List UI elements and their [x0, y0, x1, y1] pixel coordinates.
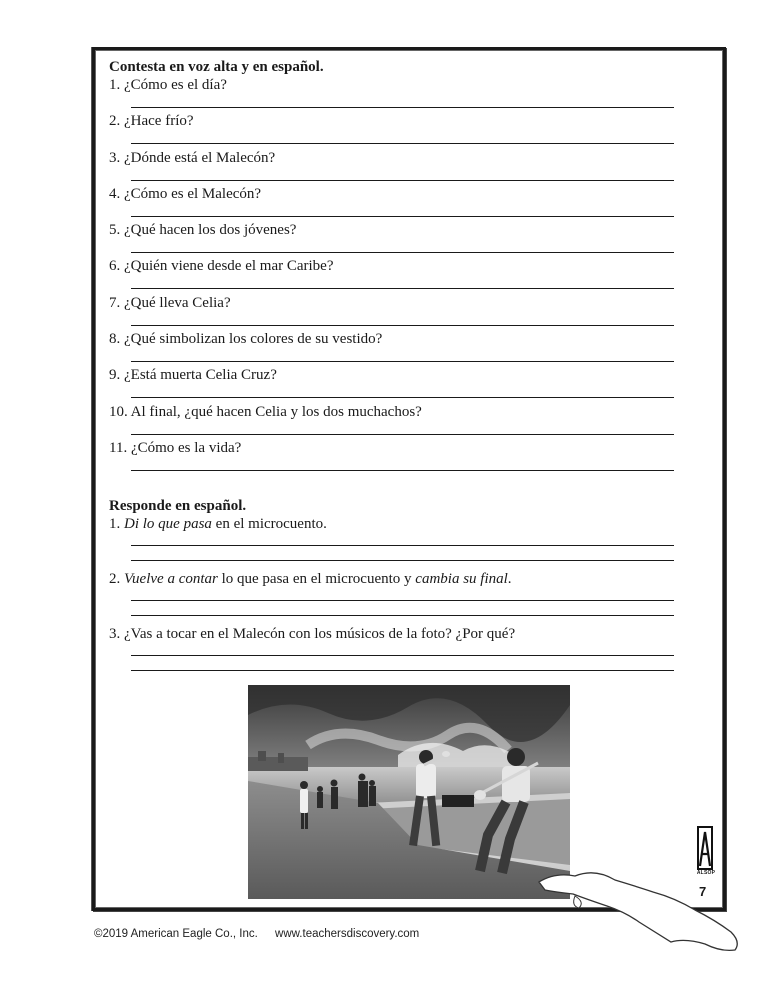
response-text: 3. ¿Vas a tocar en el Malecón con los músicos de la foto? ¿Por qué?: [109, 626, 516, 643]
question-text: 6. ¿Quién viene desde el mar Caribe?: [109, 258, 334, 275]
answer-line[interactable]: [131, 361, 674, 362]
response-1: [109, 515, 674, 570]
question-text: 2. ¿Hace frío?: [109, 113, 194, 130]
question-7: [109, 294, 674, 330]
answer-line[interactable]: [131, 434, 674, 435]
response-text: [109, 515, 674, 533]
question-text: 1. ¿Cómo es el día?: [109, 77, 227, 93]
question-text: 11. ¿Cómo es la vida?: [109, 439, 242, 456]
question-1: [109, 76, 674, 112]
question-text: 9. ¿Está muerta Celia Cruz?: [109, 367, 277, 384]
question-4: [109, 185, 674, 221]
answer-line[interactable]: [131, 397, 674, 398]
response-end: .: [507, 571, 512, 588]
answer-line[interactable]: [131, 560, 674, 561]
response-text: [109, 570, 674, 588]
footer-website[interactable]: www.teachersdiscovery.com: [275, 928, 420, 940]
question-10: [109, 403, 674, 439]
answer-line[interactable]: [131, 545, 674, 546]
response-3: [109, 625, 674, 680]
response-rest: en el microcuento.: [211, 516, 327, 533]
section2: [109, 497, 674, 680]
section2-title: Responde en español.: [109, 498, 247, 515]
cuba-map-outline: [535, 862, 745, 962]
footer: [94, 928, 419, 940]
response-2: [109, 570, 674, 625]
alsop-logo: [697, 826, 713, 870]
answer-line[interactable]: [131, 180, 674, 181]
answer-line[interactable]: [131, 288, 674, 289]
question-text: 4. ¿Cómo es el Malecón?: [109, 185, 262, 202]
footer-copyright: ©2019 American Eagle Co., Inc.: [94, 928, 258, 940]
section1-title: Contesta en voz alta y en español.: [109, 59, 324, 75]
answer-line[interactable]: [131, 470, 674, 471]
question-2: [109, 112, 674, 148]
response-number: 2.: [109, 571, 124, 588]
alsop-brand-text: ALSOP: [696, 870, 716, 876]
answer-line[interactable]: [131, 600, 674, 601]
question-8: [109, 330, 674, 366]
question-text: 7. ¿Qué lleva Celia?: [109, 294, 231, 311]
question-9: [109, 366, 674, 402]
answer-line[interactable]: [131, 252, 674, 253]
answer-line[interactable]: [131, 107, 674, 108]
question-6: [109, 257, 674, 293]
response-italic: cambia su final: [415, 571, 508, 588]
answer-line[interactable]: [131, 325, 674, 326]
question-11: [109, 439, 674, 475]
malecon-photo-illustration: [248, 685, 570, 899]
answer-line[interactable]: [131, 670, 674, 671]
response-number: 1.: [109, 516, 124, 533]
response-italic: Vuelve a contar: [124, 571, 218, 588]
response-italic: Di lo que pasa: [124, 516, 212, 533]
question-5: [109, 221, 674, 257]
question-text: 5. ¿Qué hacen los dos jóvenes?: [109, 222, 297, 239]
response-mid: lo que pasa en el microcuento y: [217, 571, 416, 588]
question-text: 8. ¿Qué simbolizan los colores de su vestido?: [109, 331, 383, 348]
answer-line[interactable]: [131, 216, 674, 217]
alsop-logo-icon: [699, 828, 711, 868]
question-text: 3. ¿Dónde está el Malecón?: [109, 149, 276, 166]
answer-line[interactable]: [131, 655, 674, 656]
answer-line[interactable]: [131, 143, 674, 144]
page-number: 7: [699, 884, 707, 899]
malecon-photo: [248, 685, 570, 899]
question-3: [109, 149, 674, 185]
question-text: 10. Al final, ¿qué hacen Celia y los dos muchachos?: [109, 403, 422, 420]
worksheet-content: [109, 58, 674, 680]
answer-line[interactable]: [131, 615, 674, 616]
